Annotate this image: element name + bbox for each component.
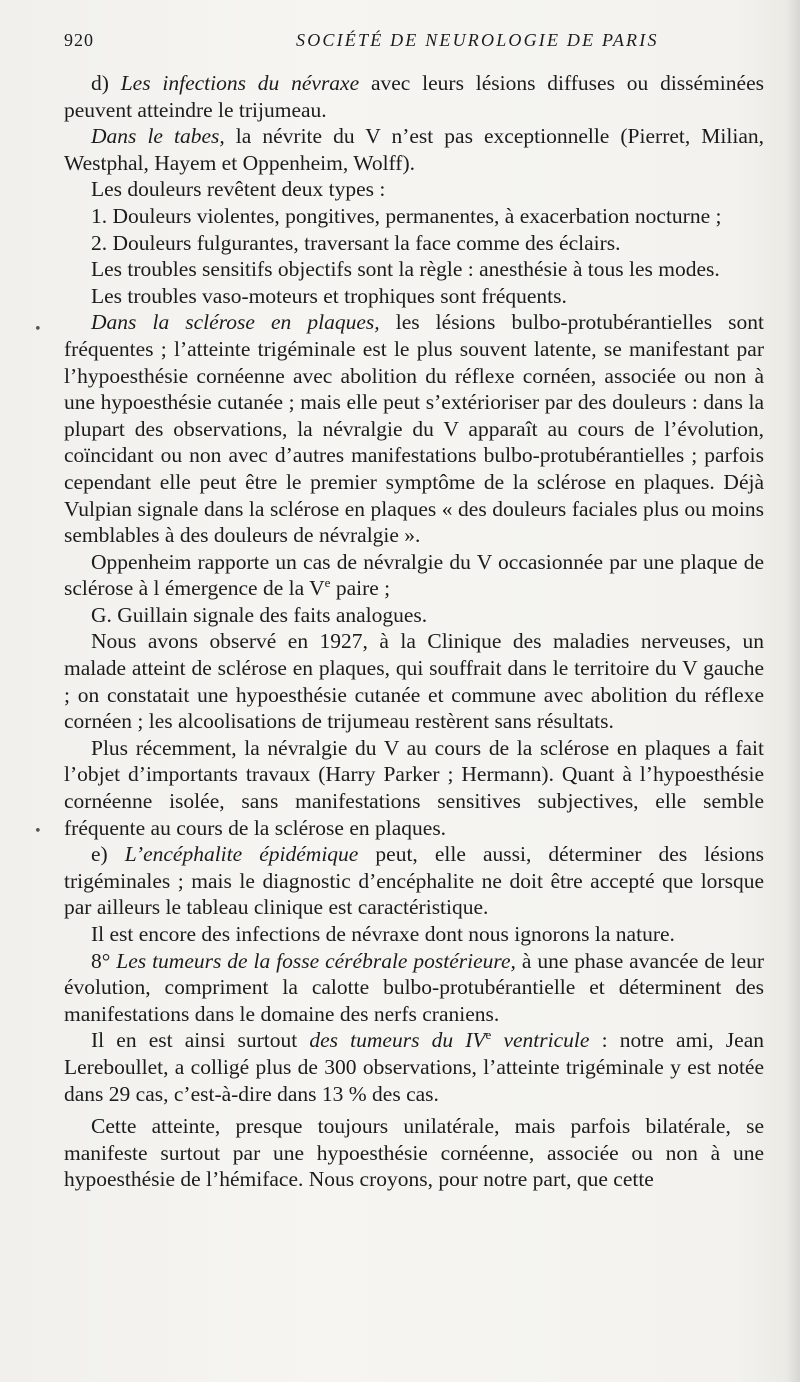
binding-shadow [786, 0, 800, 1382]
running-head: SOCIÉTÉ DE NEUROLOGIE DE PARIS [296, 30, 659, 50]
paragraph: 2. Douleurs fulgurantes, traversant la face comme des éclairs. [91, 230, 621, 255]
paragraph: G. Guillain signale des faits analogues. [91, 602, 428, 627]
margin-dot-mark: • [34, 824, 42, 839]
paragraph: Nous avons observé en 1927, à la Clinique des maladies nerveuses, un malade atteint de sclérose en plaques, qui souffrait dans le territoire du V gauche ; on constatait une hypoesthésie cutanée et commune avec abolition du réflexe cornéen ; les alcoolisations de trijumeau restèrent sans résultats. [64, 629, 764, 734]
page-header [64, 30, 764, 56]
paragraph: Dans la sclérose en plaques, les lésions bulbo-protubérantielles sont fréquentes ; l’atteinte trigéminale est le plus souvent latente, se manifestant par l’hypoesthésie cornéenne avec abolition du réflexe cornéen, associée ou non à une hypoesthésie cutanée ; mais elle peut s’extérioriser par des douleurs : dans la plupart des observations, la névralgie du V apparaît au cours de l’évolution, coïncidant ou non avec d’autres manifestations bulbo-protubérantielles ; parfois cependant elle peut être le premier symptôme de la sclérose en plaques. Déjà Vulpian signale dans la sclérose en plaques « des douleurs faciales plus ou moins semblables à des douleurs de névralgie ». [64, 310, 764, 548]
paragraph: Les douleurs revêtent deux types : [91, 177, 386, 202]
paragraph: 1. Douleurs violentes, pongitives, permanentes, à exacerbation nocturne ; [91, 203, 722, 228]
paragraph: Cette atteinte, presque toujours unilatérale, mais parfois bilatérale, se manifeste surtout par une hypoesthésie cornéenne, associée ou non à une hypoesthésie de l’hémiface. Nous croyons, pour notre part, que cette [64, 1114, 764, 1192]
paragraph: Dans le tabes, la névrite du V n’est pas exceptionnelle (Pierret, Milian, Westphal, Hayem et Oppenheim, Wolff). [64, 124, 764, 175]
paragraph: Les troubles vaso-moteurs et trophiques sont fréquents. [91, 283, 567, 308]
paragraph: Les troubles sensitifs objectifs sont la règle : anesthésie à tous les modes. [91, 257, 720, 282]
paragraph: e) L’encéphalite épidémique peut, elle aussi, déterminer des lésions trigéminales ; mais le diagnostic d’encéphalite ne doit être accepté que lorsque par ailleurs le tableau clinique est caractéristique. [64, 842, 764, 920]
paragraph: Il est encore des infections de névraxe dont nous ignorons la nature. [91, 922, 675, 946]
paragraph: Plus récemment, la névralgie du V au cours de la sclérose en plaques a fait l’objet d’importants travaux (Harry Parker ; Hermann). Quant à l’hypoesthésie cornéenne isolée, sans manifestations sensitives subjectives, elle semble fréquente au cours de la sclérose en plaques. [64, 735, 764, 840]
paragraph: d) Les infections du névraxe avec leurs lésions diffuses ou disséminées peuvent atteindre le trijumeau. [64, 71, 764, 122]
paragraph: Il en est ainsi surtout des tumeurs du IVe ventricule : notre ami, Jean Lereboullet, a colligé plus de 300 observations, l’atteinte trigéminale y est notée dans 29 cas, c’est-à-dire dans 13 % des cas. [64, 1027, 764, 1106]
paragraph: 8° Les tumeurs de la fosse cérébrale postérieure, à une phase avancée de leur évolution, compriment la calotte bulbo-protubérantielle et déterminent des manifestations dans le domaine des nerfs craniens. [64, 948, 764, 1026]
body-text [64, 70, 764, 1193]
paragraph: Oppenheim rapporte un cas de névralgie du V occasionnée par une plaque de sclérose à l émergence de la Ve paire ; [64, 549, 764, 601]
margin-dot-mark: • [34, 322, 42, 337]
page-number: 920 [64, 30, 94, 50]
